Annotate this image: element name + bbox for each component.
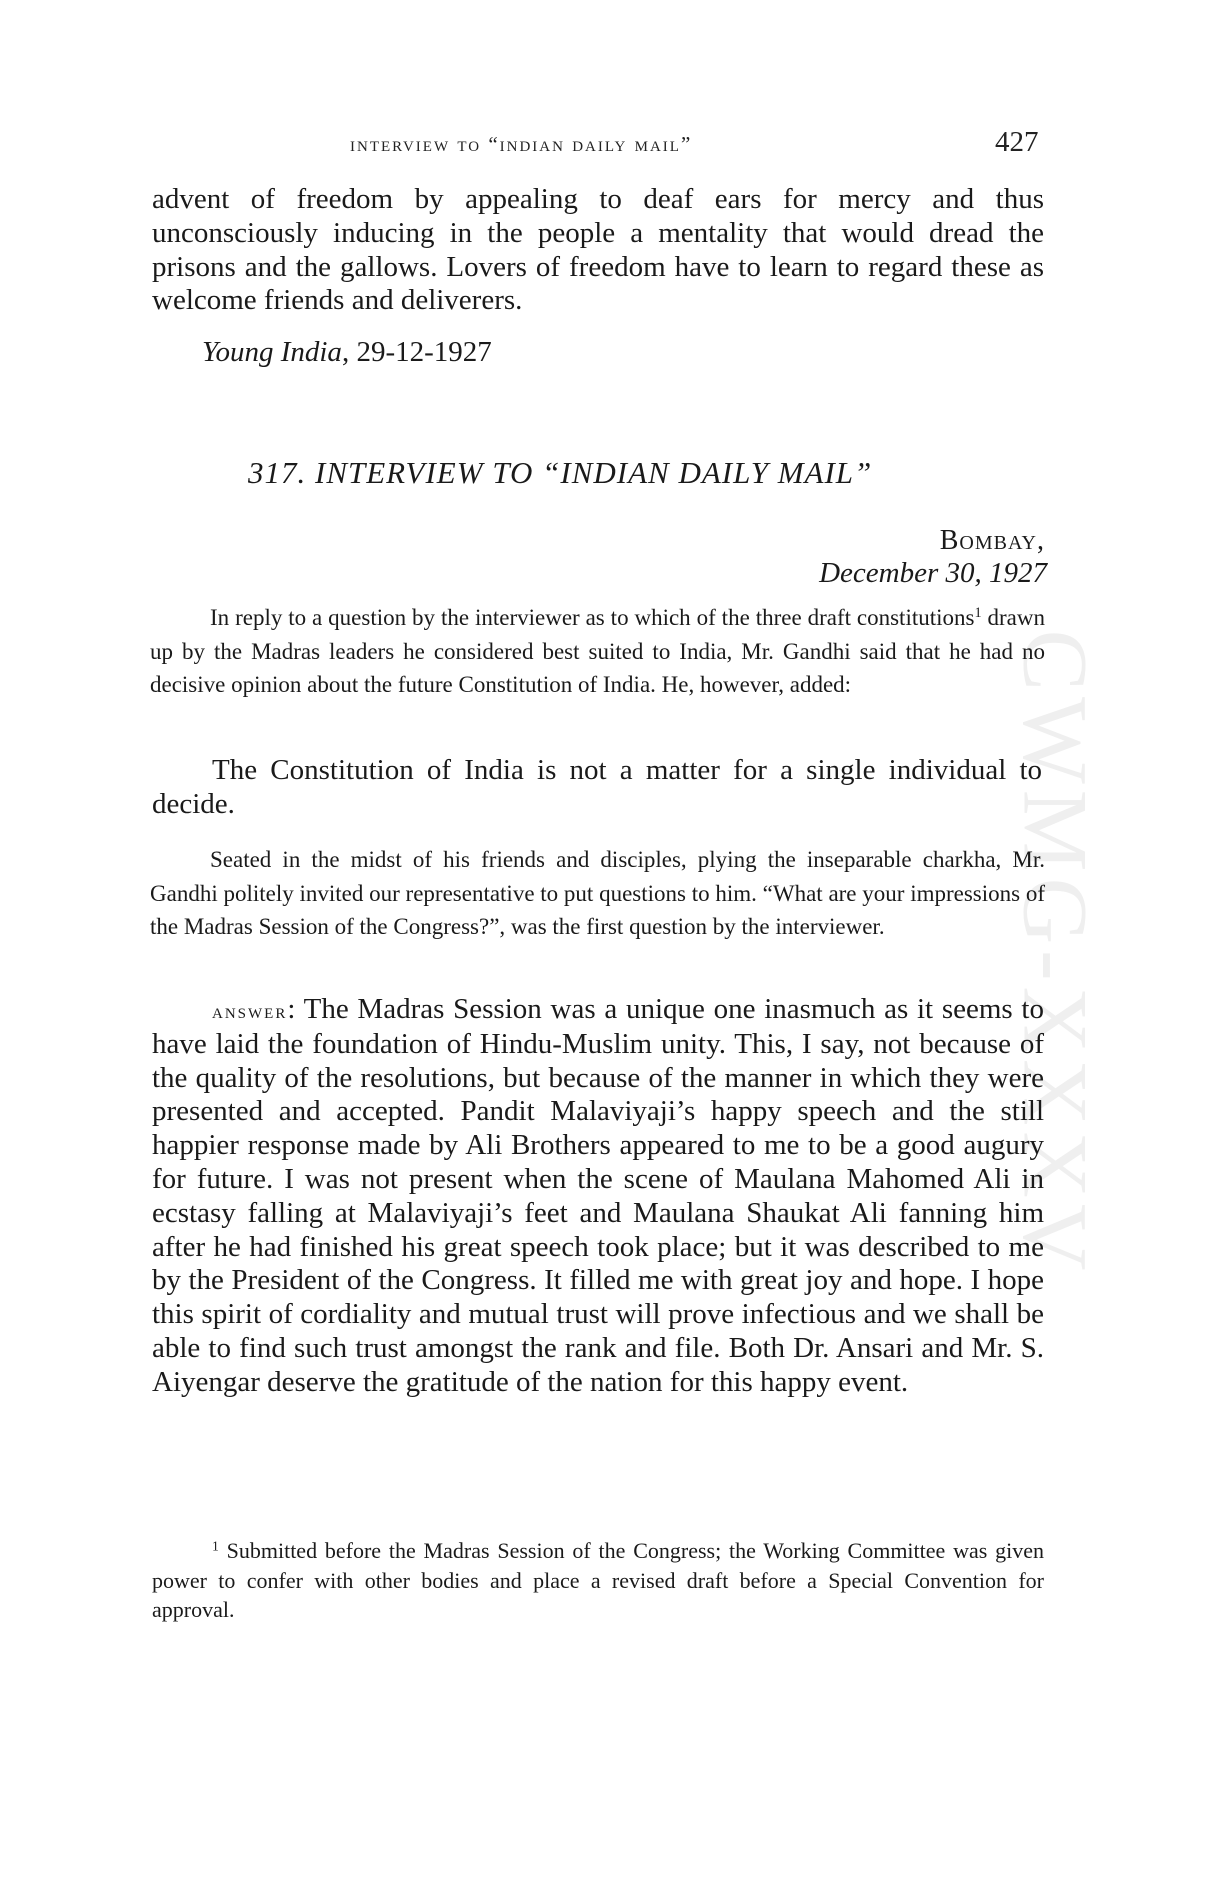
source-date: , 29-12-1927: [341, 336, 492, 368]
answer-label: answer: [212, 998, 288, 1023]
intro-text-end: drawn up by the Madras leaders he considered best suited to India, Mr. Gandhi said that he had no decisive opinion about the future Constitution of India. He, however, added:: [150, 605, 1045, 698]
dateline-date: December 30, 1927: [819, 557, 1047, 589]
running-head: interview to “indian daily mail”: [350, 132, 693, 156]
continuation-paragraph: advent of freedom by appealing to deaf ears for mercy and thus unconsciously inducing in the people a mentality that would dread the prisons and the gallows. Lovers of freedom have to learn to regard these as welcome friends and deliverers.: [152, 183, 1044, 317]
source-publication: Young India: [202, 336, 342, 368]
dateline-place: Bombay,: [939, 525, 1045, 556]
intro-paragraph: [150, 601, 1045, 702]
intro-paragraph-second: Seated in the midst of his friends and disciples, plying the inseparable charkha, Mr. Gandhi politely invited our representative to put questions to him. “What are your impressions of the Madras Session of the Congress?”, was the first question by the interviewer.: [150, 847, 1045, 940]
source-citation: [202, 336, 492, 369]
page-number: 427: [995, 126, 1039, 158]
gandhi-quote: The Constitution of India is not a matter for a single individual to decide.: [152, 754, 1042, 820]
intro-text-start: In reply to a question by the interviewer as to which of the three draft constitutions: [210, 605, 975, 630]
footnote-reference: 1: [974, 605, 982, 622]
footnote: [152, 1536, 1044, 1625]
answer-paragraph: [152, 993, 1044, 1400]
answer-text: : The Madras Session was a unique one inasmuch as it seems to have laid the foundation of Hindu-Muslim unity. This, I say, not because of the quality of the resolutions, but because of the manner in which they were presented and accepted. Pandit Malaviyaji’s happy speech and the still happier response made by Ali Brothers appeared to me to be a good augury for future. I was not present when the scene of Maulana Mahomed Ali in ecstasy falling at Malaviyaji’s feet and Maulana Shaukat Ali fanning him after he had finished his great speech took place; but it was described to me by the President of the Congress. It filled me with great joy and hope. I hope this spirit of cordiality and mutual trust will prove infectious and we shall be able to find such trust amongst the rank and file. Both Dr. Ansari and Mr. S. Aiyengar deserve the gratitude of the nation for this happy event.: [152, 993, 1044, 1398]
watermark-text: CWMG-XXXV: [1004, 629, 1106, 1277]
footnote-marker: 1: [212, 1538, 219, 1554]
article-heading: 317. INTERVIEW TO “INDIAN DAILY MAIL”: [248, 455, 873, 490]
footnote-text: Submitted before the Madras Session of the Congress; the Working Committee was given power to confer with other bodies and place a revised draft before a Special Convention for approval.: [152, 1538, 1044, 1622]
